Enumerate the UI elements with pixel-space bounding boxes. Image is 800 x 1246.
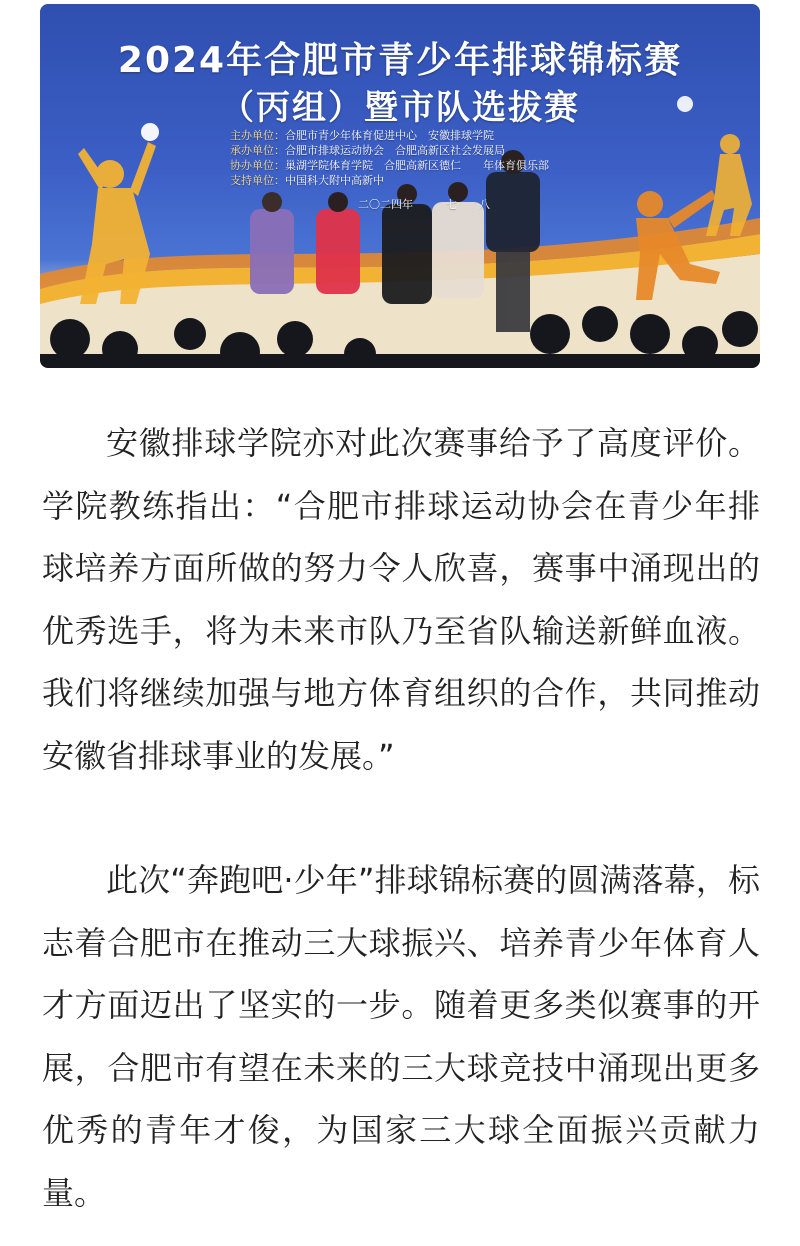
organizer-list [230,128,650,188]
organizer-row: 支持单位：中国科大附中高新中 [230,174,395,187]
banner-title-line2: （丙组）暨市队选拔赛 [220,88,580,128]
organizer-row: 协办单位：巢湖学院体育学院 合肥高新区德仁 年体育俱乐部 [230,159,549,172]
banner-date: 二〇二四年 七 八 [358,198,490,211]
far-right-silhouette [706,134,752,236]
organizer-row: 承办单位：合肥市排球运动协会 合肥高新区社会发展局 [230,144,505,157]
organizer-row: 主办单位：合肥市青少年体育促进中心 安徽排球学院 [230,129,494,142]
article-body [42,412,760,1224]
article-paragraph: 安徽排球学院亦对此次赛事给予了高度评价。学院教练指出：“合肥市排球运动协会在青少年排球培养方面所做的努力令人欣喜，赛事中涌现出的优秀选手，将为未来市队乃至省队输送新鲜血液。我们将继续加强与地方体育组织的合作，共同推动安徽省排球事业的发展。” [42,424,760,775]
article-paragraph: 此次“奔跑吧·少年”排球锦标赛的圆满落幕，标志着合肥市在推动三大球振兴、培养青少年体育人才方面迈出了坚实的一步。随着更多类似赛事的开展，合肥市有望在未来的三大球竞技中涌现出更多优秀的青年才俊，为国家三大球全面振兴贡献力量。 [42,861,760,1212]
event-photo [40,4,760,368]
banner-title-line1: 2024年合肥市青少年排球锦标赛 [117,40,683,81]
